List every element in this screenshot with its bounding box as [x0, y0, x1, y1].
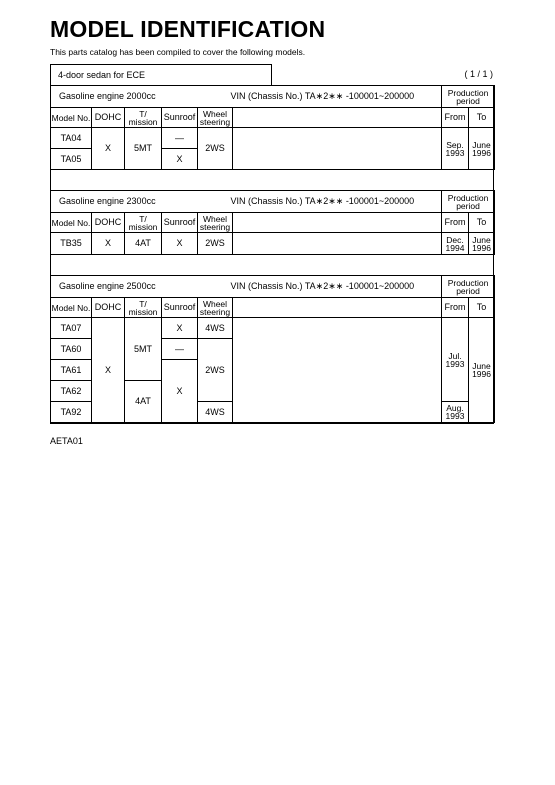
engine-heading: Gasoline engine 2500cc VIN (Chassis No.) TA∗2∗∗ -100001~200000	[51, 276, 442, 298]
to-header: To	[469, 298, 495, 318]
vin-range: VIN (Chassis No.) TA∗2∗∗ -100001~200000	[230, 281, 415, 291]
sunroof-cell: —	[162, 128, 198, 149]
sunroof-cell: X	[162, 149, 198, 170]
production-header: Production period	[442, 86, 495, 108]
from-cell: Jul. 1993	[442, 318, 469, 402]
model-header: Model No.	[51, 213, 92, 233]
wheel-header: Wheel steering	[198, 298, 233, 318]
trans-header: T/ mission	[125, 298, 162, 318]
dohc-header: DOHC	[92, 213, 125, 233]
sunroof-cell: X	[162, 318, 198, 339]
table-row: TA07	[51, 318, 92, 339]
model-header: Model No.	[51, 298, 92, 318]
production-header: Production period	[442, 276, 495, 298]
dohc-cell: X	[92, 318, 125, 423]
dohc-cell: X	[92, 128, 125, 170]
sunroof-cell: X	[162, 233, 198, 255]
table-row: TA04	[51, 128, 92, 149]
wheel-cell: 4WS	[198, 402, 233, 423]
section-2500cc-table	[50, 275, 495, 423]
engine-heading: Gasoline engine 2000cc VIN (Chassis No.) TA∗2∗∗ -100001~200000	[51, 86, 442, 108]
section-2300cc-table	[50, 190, 495, 255]
wheel-header: Wheel steering	[198, 213, 233, 233]
from-cell: Sep. 1993	[442, 128, 469, 170]
wheel-cell: 2WS	[198, 339, 233, 402]
trans-cell: 5MT	[125, 128, 162, 170]
table-row: TB35	[51, 233, 92, 255]
trans-header: T/ mission	[125, 213, 162, 233]
table-row: TA92	[51, 402, 92, 423]
section-2000cc-table	[50, 85, 495, 170]
wheel-cell: 4WS	[198, 318, 233, 339]
from-cell: Aug. 1993	[442, 402, 469, 423]
dohc-header: DOHC	[92, 298, 125, 318]
vin-range: VIN (Chassis No.) TA∗2∗∗ -100001~200000	[230, 196, 415, 206]
to-cell: June 1996	[469, 318, 495, 423]
wheel-cell: 2WS	[198, 233, 233, 255]
wheel-header: Wheel steering	[198, 108, 233, 128]
page-number: ( 1 / 1 )	[464, 69, 493, 79]
sunroof-header: Sunroof	[162, 298, 198, 318]
trans-cell: 4AT	[125, 381, 162, 423]
catalog-code: AETA01	[50, 436, 83, 446]
vin-range: VIN (Chassis No.) TA∗2∗∗ -100001~200000	[230, 91, 415, 101]
variant-label: 4-door sedan for ECE	[50, 64, 272, 85]
page-title: MODEL IDENTIFICATION	[50, 16, 326, 42]
to-header: To	[469, 108, 495, 128]
production-header: Production period	[442, 191, 495, 213]
sunroof-header: Sunroof	[162, 108, 198, 128]
dohc-header: DOHC	[92, 108, 125, 128]
to-cell: June 1996	[469, 233, 495, 255]
table-row: TA05	[51, 149, 92, 170]
page-subtitle: This parts catalog has been compiled to cover the following models.	[50, 47, 306, 57]
trans-header: T/ mission	[125, 108, 162, 128]
to-cell: June 1996	[469, 128, 495, 170]
dohc-cell: X	[92, 233, 125, 255]
from-cell: Dec. 1994	[442, 233, 469, 255]
table-row: TA61	[51, 360, 92, 381]
from-header: From	[442, 298, 469, 318]
engine-heading: Gasoline engine 2300cc VIN (Chassis No.) TA∗2∗∗ -100001~200000	[51, 191, 442, 213]
to-header: To	[469, 213, 495, 233]
model-header: Model No.	[51, 108, 92, 128]
table-row: TA62	[51, 381, 92, 402]
sunroof-cell: X	[162, 360, 198, 423]
from-header: From	[442, 108, 469, 128]
sunroof-cell: —	[162, 339, 198, 360]
sunroof-header: Sunroof	[162, 213, 198, 233]
wheel-cell: 2WS	[198, 128, 233, 170]
table-row: TA60	[51, 339, 92, 360]
trans-cell: 5MT	[125, 318, 162, 381]
from-header: From	[442, 213, 469, 233]
trans-cell: 4AT	[125, 233, 162, 255]
